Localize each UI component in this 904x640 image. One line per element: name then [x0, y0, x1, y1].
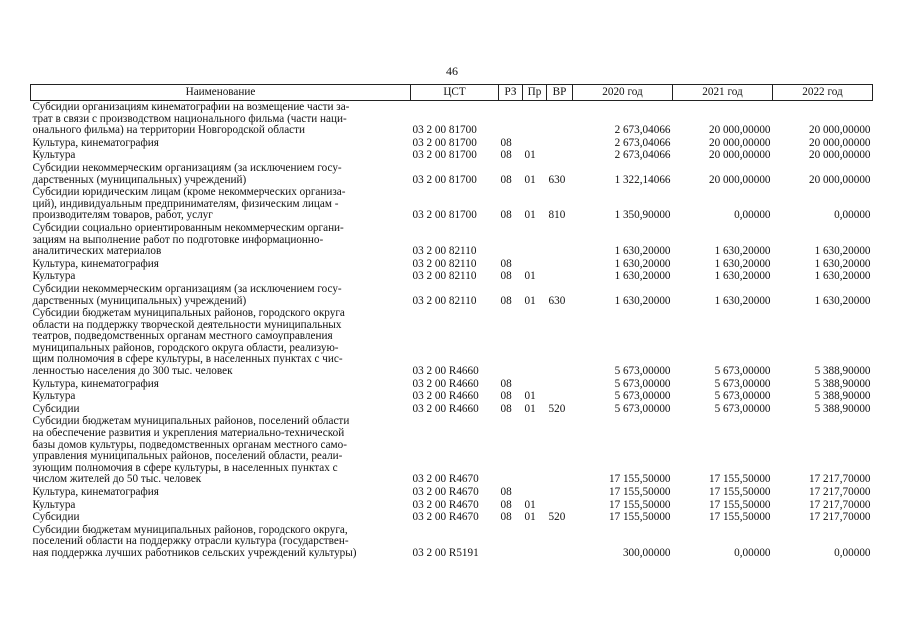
- vr-cell: [547, 415, 573, 486]
- value-2020-cell: 17 155,50000: [608, 473, 671, 486]
- value-2022-cell: 17 217,70000: [808, 498, 871, 511]
- value-2022-cell: 0,00000: [834, 546, 871, 559]
- rz-cell: 08: [500, 402, 512, 415]
- value-2020-cell: 1 630,20000: [614, 294, 671, 307]
- value-2022-cell: 17 217,70000: [808, 511, 871, 524]
- rz-cell: 08: [500, 209, 512, 222]
- name-cell: Субсидии некоммерческим организациям (за исключением госу- дарственных (муниципальных) учреждений): [32, 282, 342, 307]
- value-2021-cell: 17 155,50000: [708, 486, 771, 498]
- rz-cell: 08: [500, 173, 512, 186]
- name-cell: Культура: [32, 390, 76, 403]
- pr-cell: [523, 307, 547, 378]
- pr-cell: 01: [524, 511, 536, 524]
- cst-cell: 03 2 00 81700: [412, 209, 477, 222]
- value-2021-cell: 17 155,50000: [708, 498, 771, 511]
- name-cell: Культура, кинематография: [32, 136, 159, 149]
- pr-cell: 01: [524, 149, 536, 162]
- cst-cell: 03 2 00 R5191: [412, 546, 479, 559]
- value-2020-cell: 1 630,20000: [614, 257, 671, 270]
- pr-cell: [523, 415, 547, 486]
- value-2021-cell: 1 630,20000: [714, 245, 771, 258]
- table-row: [31, 270, 873, 283]
- name-cell: Субсидии организациям кинематографии на возмещение части за- трат в связи с производством национального фильма (части наци- онального фильма) на территории Новгородской области: [32, 101, 350, 137]
- rz-cell: 08: [500, 498, 512, 511]
- cst-cell: 03 2 00 82110: [412, 270, 477, 283]
- name-cell: Культура: [32, 149, 76, 162]
- table-row: [31, 137, 873, 150]
- name-cell: Субсидии: [32, 511, 80, 524]
- pr-cell: [523, 486, 547, 499]
- value-2020-cell: 1 630,20000: [614, 270, 671, 283]
- vr-cell: [547, 524, 573, 560]
- value-2021-cell: 0,00000: [734, 209, 771, 222]
- value-2020-cell: 5 673,00000: [614, 402, 671, 415]
- table-row: [31, 415, 873, 486]
- cst-cell: 03 2 00 R4670: [412, 511, 479, 524]
- pr-cell: [523, 258, 547, 271]
- rz-cell: 08: [500, 294, 512, 307]
- name-cell: Субсидии бюджетам муниципальных районов, городского округа, поселений области на поддержку отрасли культура (государствен- ная поддержка лучших работников сельских учреждений культуры): [32, 523, 357, 559]
- header-rz: РЗ: [499, 85, 523, 101]
- value-2022-cell: 5 388,90000: [814, 390, 871, 403]
- header-2022: 2022 год: [773, 85, 873, 101]
- table-row: [31, 307, 873, 378]
- cst-cell: 03 2 00 81700: [412, 149, 477, 162]
- cst-cell: 03 2 00 R4670: [412, 498, 479, 511]
- value-2022-cell: 1 630,20000: [814, 245, 871, 258]
- name-cell: Субсидии социально ориентированным некоммерческим органи- зациям на выполнение работ по подготовке информационно- аналитических материалов: [32, 221, 344, 258]
- cst-cell: 03 2 00 R4660: [412, 377, 479, 390]
- cst-cell: 03 2 00 R4660: [412, 365, 479, 378]
- header-vr: ВР: [547, 85, 573, 101]
- cst-cell: 03 2 00 81700: [412, 173, 477, 186]
- header-cst: ЦСТ: [411, 85, 499, 101]
- header-2020: 2020 год: [573, 85, 673, 101]
- header-name: Наименование: [31, 85, 411, 101]
- vr-cell: 630: [548, 294, 566, 307]
- value-2020-cell: 1 350,90000: [614, 209, 671, 222]
- cst-cell: 03 2 00 R4670: [412, 486, 479, 498]
- pr-cell: [523, 524, 547, 560]
- table-row: [31, 390, 873, 403]
- page-number: 46: [446, 64, 458, 78]
- table-row: [31, 222, 873, 258]
- rz-cell: 08: [500, 270, 512, 283]
- value-2022-cell: 1 630,20000: [814, 257, 871, 270]
- value-2021-cell: 17 155,50000: [708, 511, 771, 524]
- value-2022-cell: 1 630,20000: [814, 270, 871, 283]
- value-2021-cell: 5 673,00000: [714, 377, 771, 390]
- name-cell: Культура: [32, 498, 76, 511]
- header-pr: Пр: [523, 85, 547, 101]
- name-cell: Субсидии: [32, 402, 80, 415]
- vr-cell: [547, 270, 573, 283]
- value-2020-cell: 2 673,04066: [614, 136, 671, 149]
- value-2021-cell: 1 630,20000: [714, 294, 771, 307]
- value-2020-cell: 5 673,00000: [614, 390, 671, 403]
- rz-cell: 08: [500, 511, 512, 524]
- rz-cell: [499, 524, 523, 560]
- table-row: [31, 186, 873, 222]
- rz-cell: 08: [500, 257, 512, 270]
- value-2022-cell: 5 388,90000: [814, 365, 871, 378]
- table-row: [31, 511, 873, 524]
- value-2022-cell: 20 000,00000: [808, 124, 871, 137]
- value-2021-cell: 17 155,50000: [708, 473, 771, 486]
- pr-cell: 01: [524, 402, 536, 415]
- cst-cell: 03 2 00 82110: [412, 257, 477, 270]
- value-2022-cell: 20 000,00000: [808, 136, 871, 149]
- value-2021-cell: 20 000,00000: [708, 149, 771, 162]
- pr-cell: [523, 222, 547, 258]
- vr-cell: 520: [548, 511, 566, 524]
- cst-cell: 03 2 00 82110: [412, 294, 477, 307]
- name-cell: Субсидии некоммерческим организациям (за исключением госу- дарственных (муниципальных) учреждений): [32, 161, 342, 186]
- value-2020-cell: 17 155,50000: [608, 486, 671, 498]
- value-2022-cell: 20 000,00000: [808, 149, 871, 162]
- vr-cell: 810: [548, 209, 566, 222]
- vr-cell: [547, 378, 573, 391]
- cst-cell: 03 2 00 R4670: [412, 473, 479, 486]
- cst-cell: 03 2 00 R4660: [412, 390, 479, 403]
- vr-cell: [547, 258, 573, 271]
- budget-table: [30, 84, 873, 560]
- pr-cell: [523, 378, 547, 391]
- name-cell: Субсидии бюджетам муниципальных районов, городского округа области на поддержку творческой деятельности муниципальных театров, подведомственных органам местного самоуправления муниципальных районов, городского округа области, реализую- щим полномочия в сфере культуры, в населенных пунктах с чис- ленностью населения до 300 тыс. человек: [32, 307, 345, 378]
- value-2020-cell: 2 673,04066: [614, 149, 671, 162]
- rz-cell: [499, 307, 523, 378]
- value-2021-cell: 20 000,00000: [708, 136, 771, 149]
- value-2022-cell: 20 000,00000: [808, 173, 871, 186]
- table-body: [31, 101, 873, 560]
- vr-cell: 630: [548, 173, 566, 186]
- table-row: [31, 378, 873, 391]
- value-2021-cell: 1 630,20000: [714, 270, 771, 283]
- name-cell: Субсидии юридическим лицам (кроме некоммерческих организа- ций), индивидуальным предпринимателям, физическим лицам - производителям товаров, работ, услуг: [32, 186, 346, 222]
- cst-cell: 03 2 00 81700: [412, 136, 477, 149]
- name-cell: Субсидии бюджетам муниципальных районов, поселений области на обеспечение развития и укрепления материально-технической базы домов культуры, подведомственных органам местного само- управления муниципальных районов, поселений области, реали- зующим полномочия в сфере культуры, в населенных пунктах с числом жителей до 50 тыс. человек: [32, 415, 350, 486]
- cst-cell: 03 2 00 R4660: [412, 402, 479, 415]
- pr-cell: 01: [524, 294, 536, 307]
- value-2021-cell: 20 000,00000: [708, 124, 771, 137]
- value-2020-cell: 17 155,50000: [608, 498, 671, 511]
- rz-cell: [499, 101, 523, 137]
- table-row: [31, 149, 873, 162]
- rz-cell: [499, 222, 523, 258]
- pr-cell: 01: [524, 270, 536, 283]
- rz-cell: 08: [500, 486, 512, 498]
- value-2021-cell: 1 630,20000: [714, 257, 771, 270]
- value-2020-cell: 300,00000: [622, 546, 671, 559]
- pr-cell: [523, 137, 547, 150]
- table-row: [31, 283, 873, 307]
- value-2020-cell: 5 673,00000: [614, 365, 671, 378]
- value-2022-cell: 1 630,20000: [814, 294, 871, 307]
- name-cell: Культура: [32, 270, 76, 283]
- vr-cell: 520: [548, 402, 566, 415]
- pr-cell: [523, 101, 547, 137]
- name-cell: Культура, кинематография: [32, 257, 159, 270]
- table-row: [31, 101, 873, 137]
- header-2021: 2021 год: [673, 85, 773, 101]
- value-2021-cell: 20 000,00000: [708, 173, 771, 186]
- value-2020-cell: 5 673,00000: [614, 377, 671, 390]
- value-2022-cell: 0,00000: [834, 209, 871, 222]
- vr-cell: [547, 101, 573, 137]
- rz-cell: [499, 415, 523, 486]
- name-cell: Культура, кинематография: [32, 377, 159, 390]
- pr-cell: 01: [524, 209, 536, 222]
- table-row: [31, 524, 873, 560]
- vr-cell: [547, 390, 573, 403]
- value-2022-cell: 17 217,70000: [808, 486, 871, 498]
- pr-cell: 01: [524, 390, 536, 403]
- rz-cell: 08: [500, 377, 512, 390]
- table-row: [31, 258, 873, 271]
- table-row: [31, 403, 873, 416]
- value-2022-cell: 5 388,90000: [814, 377, 871, 390]
- pr-cell: 01: [524, 498, 536, 511]
- value-2021-cell: 0,00000: [734, 546, 771, 559]
- vr-cell: [547, 137, 573, 150]
- name-cell: Культура, кинематография: [32, 486, 159, 498]
- rz-cell: 08: [500, 136, 512, 149]
- vr-cell: [547, 149, 573, 162]
- table-row: [31, 486, 873, 499]
- cst-cell: 03 2 00 82110: [412, 245, 477, 258]
- vr-cell: [547, 499, 573, 512]
- pr-cell: 01: [524, 173, 536, 186]
- value-2021-cell: 5 673,00000: [714, 390, 771, 403]
- vr-cell: [547, 307, 573, 378]
- value-2020-cell: 17 155,50000: [608, 511, 671, 524]
- table-header-row: [31, 85, 873, 101]
- value-2022-cell: 17 217,70000: [808, 473, 871, 486]
- value-2020-cell: 1 630,20000: [614, 245, 671, 258]
- value-2020-cell: 1 322,14066: [614, 173, 671, 186]
- table-row: [31, 499, 873, 512]
- value-2021-cell: 5 673,00000: [714, 402, 771, 415]
- value-2020-cell: 2 673,04066: [614, 124, 671, 137]
- vr-cell: [547, 222, 573, 258]
- cst-cell: 03 2 00 81700: [412, 124, 477, 137]
- value-2022-cell: 5 388,90000: [814, 402, 871, 415]
- value-2021-cell: 5 673,00000: [714, 365, 771, 378]
- rz-cell: 08: [500, 390, 512, 403]
- vr-cell: [547, 486, 573, 499]
- table-row: [31, 162, 873, 186]
- rz-cell: 08: [500, 149, 512, 162]
